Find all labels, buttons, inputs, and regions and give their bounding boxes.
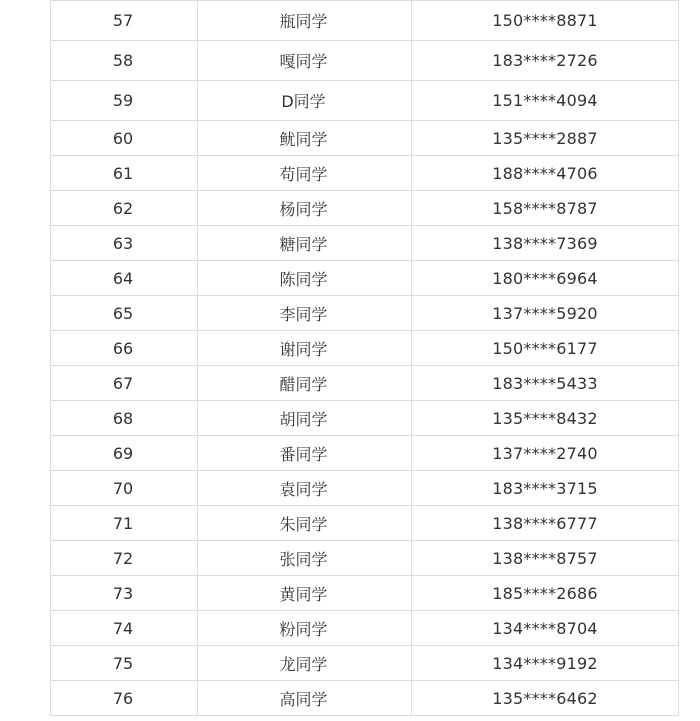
phone-number-cell: 185****2686 bbox=[412, 576, 679, 611]
phone-number-cell: 137****2740 bbox=[412, 436, 679, 471]
phone-number-cell: 134****9192 bbox=[412, 646, 679, 681]
table-row bbox=[51, 681, 679, 716]
row-number-cell: 73 bbox=[51, 576, 198, 611]
row-number-cell: 62 bbox=[51, 191, 198, 226]
student-name-cell: 粉同学 bbox=[198, 611, 412, 646]
table-row bbox=[51, 41, 679, 81]
phone-number-cell: 135****8432 bbox=[412, 401, 679, 436]
student-name-cell: 苟同学 bbox=[198, 156, 412, 191]
row-number-cell: 72 bbox=[51, 541, 198, 576]
table-row bbox=[51, 226, 679, 261]
row-number-cell: 60 bbox=[51, 121, 198, 156]
student-name-cell: 胡同学 bbox=[198, 401, 412, 436]
phone-number-cell: 150****6177 bbox=[412, 331, 679, 366]
student-name-cell: 高同学 bbox=[198, 681, 412, 716]
table-row bbox=[51, 191, 679, 226]
row-number-cell: 74 bbox=[51, 611, 198, 646]
table-row bbox=[51, 611, 679, 646]
table-row bbox=[51, 646, 679, 681]
table-row bbox=[51, 261, 679, 296]
row-number-cell: 66 bbox=[51, 331, 198, 366]
student-name-cell: 袁同学 bbox=[198, 471, 412, 506]
row-number-cell: 71 bbox=[51, 506, 198, 541]
row-number-cell: 69 bbox=[51, 436, 198, 471]
student-name-cell: 番同学 bbox=[198, 436, 412, 471]
table-row bbox=[51, 1, 679, 41]
row-number-cell: 63 bbox=[51, 226, 198, 261]
row-number-cell: 57 bbox=[51, 1, 198, 41]
student-name-cell: 谢同学 bbox=[198, 331, 412, 366]
phone-number-cell: 188****4706 bbox=[412, 156, 679, 191]
phone-number-cell: 137****5920 bbox=[412, 296, 679, 331]
table-row bbox=[51, 401, 679, 436]
student-name-cell: 朱同学 bbox=[198, 506, 412, 541]
phone-number-cell: 135****2887 bbox=[412, 121, 679, 156]
student-name-cell: 鱿同学 bbox=[198, 121, 412, 156]
row-number-cell: 76 bbox=[51, 681, 198, 716]
phone-number-cell: 150****8871 bbox=[412, 1, 679, 41]
table-row bbox=[51, 331, 679, 366]
student-name-cell: 黄同学 bbox=[198, 576, 412, 611]
student-name-cell: 瓶同学 bbox=[198, 1, 412, 41]
table-row bbox=[51, 471, 679, 506]
student-name-cell: 陈同学 bbox=[198, 261, 412, 296]
table-row bbox=[51, 156, 679, 191]
student-name-cell: 杨同学 bbox=[198, 191, 412, 226]
row-number-cell: 61 bbox=[51, 156, 198, 191]
table-row bbox=[51, 366, 679, 401]
winners-table-body bbox=[51, 1, 679, 716]
phone-number-cell: 151****4094 bbox=[412, 81, 679, 121]
phone-number-cell: 158****8787 bbox=[412, 191, 679, 226]
phone-number-cell: 135****6462 bbox=[412, 681, 679, 716]
table-row bbox=[51, 436, 679, 471]
table-row bbox=[51, 506, 679, 541]
row-number-cell: 70 bbox=[51, 471, 198, 506]
table-row bbox=[51, 296, 679, 331]
winners-table bbox=[50, 0, 679, 716]
student-name-cell: 醋同学 bbox=[198, 366, 412, 401]
row-number-cell: 75 bbox=[51, 646, 198, 681]
student-name-cell: D同学 bbox=[198, 81, 412, 121]
phone-number-cell: 138****8757 bbox=[412, 541, 679, 576]
phone-number-cell: 138****6777 bbox=[412, 506, 679, 541]
row-number-cell: 68 bbox=[51, 401, 198, 436]
row-number-cell: 59 bbox=[51, 81, 198, 121]
student-name-cell: 李同学 bbox=[198, 296, 412, 331]
table-row bbox=[51, 541, 679, 576]
table-row bbox=[51, 121, 679, 156]
phone-number-cell: 138****7369 bbox=[412, 226, 679, 261]
row-number-cell: 64 bbox=[51, 261, 198, 296]
phone-number-cell: 180****6964 bbox=[412, 261, 679, 296]
student-name-cell: 嘎同学 bbox=[198, 41, 412, 81]
phone-number-cell: 183****2726 bbox=[412, 41, 679, 81]
table-row bbox=[51, 576, 679, 611]
student-name-cell: 张同学 bbox=[198, 541, 412, 576]
phone-number-cell: 183****3715 bbox=[412, 471, 679, 506]
table-row bbox=[51, 81, 679, 121]
student-name-cell: 糖同学 bbox=[198, 226, 412, 261]
row-number-cell: 67 bbox=[51, 366, 198, 401]
row-number-cell: 65 bbox=[51, 296, 198, 331]
phone-number-cell: 183****5433 bbox=[412, 366, 679, 401]
phone-number-cell: 134****8704 bbox=[412, 611, 679, 646]
student-name-cell: 龙同学 bbox=[198, 646, 412, 681]
row-number-cell: 58 bbox=[51, 41, 198, 81]
